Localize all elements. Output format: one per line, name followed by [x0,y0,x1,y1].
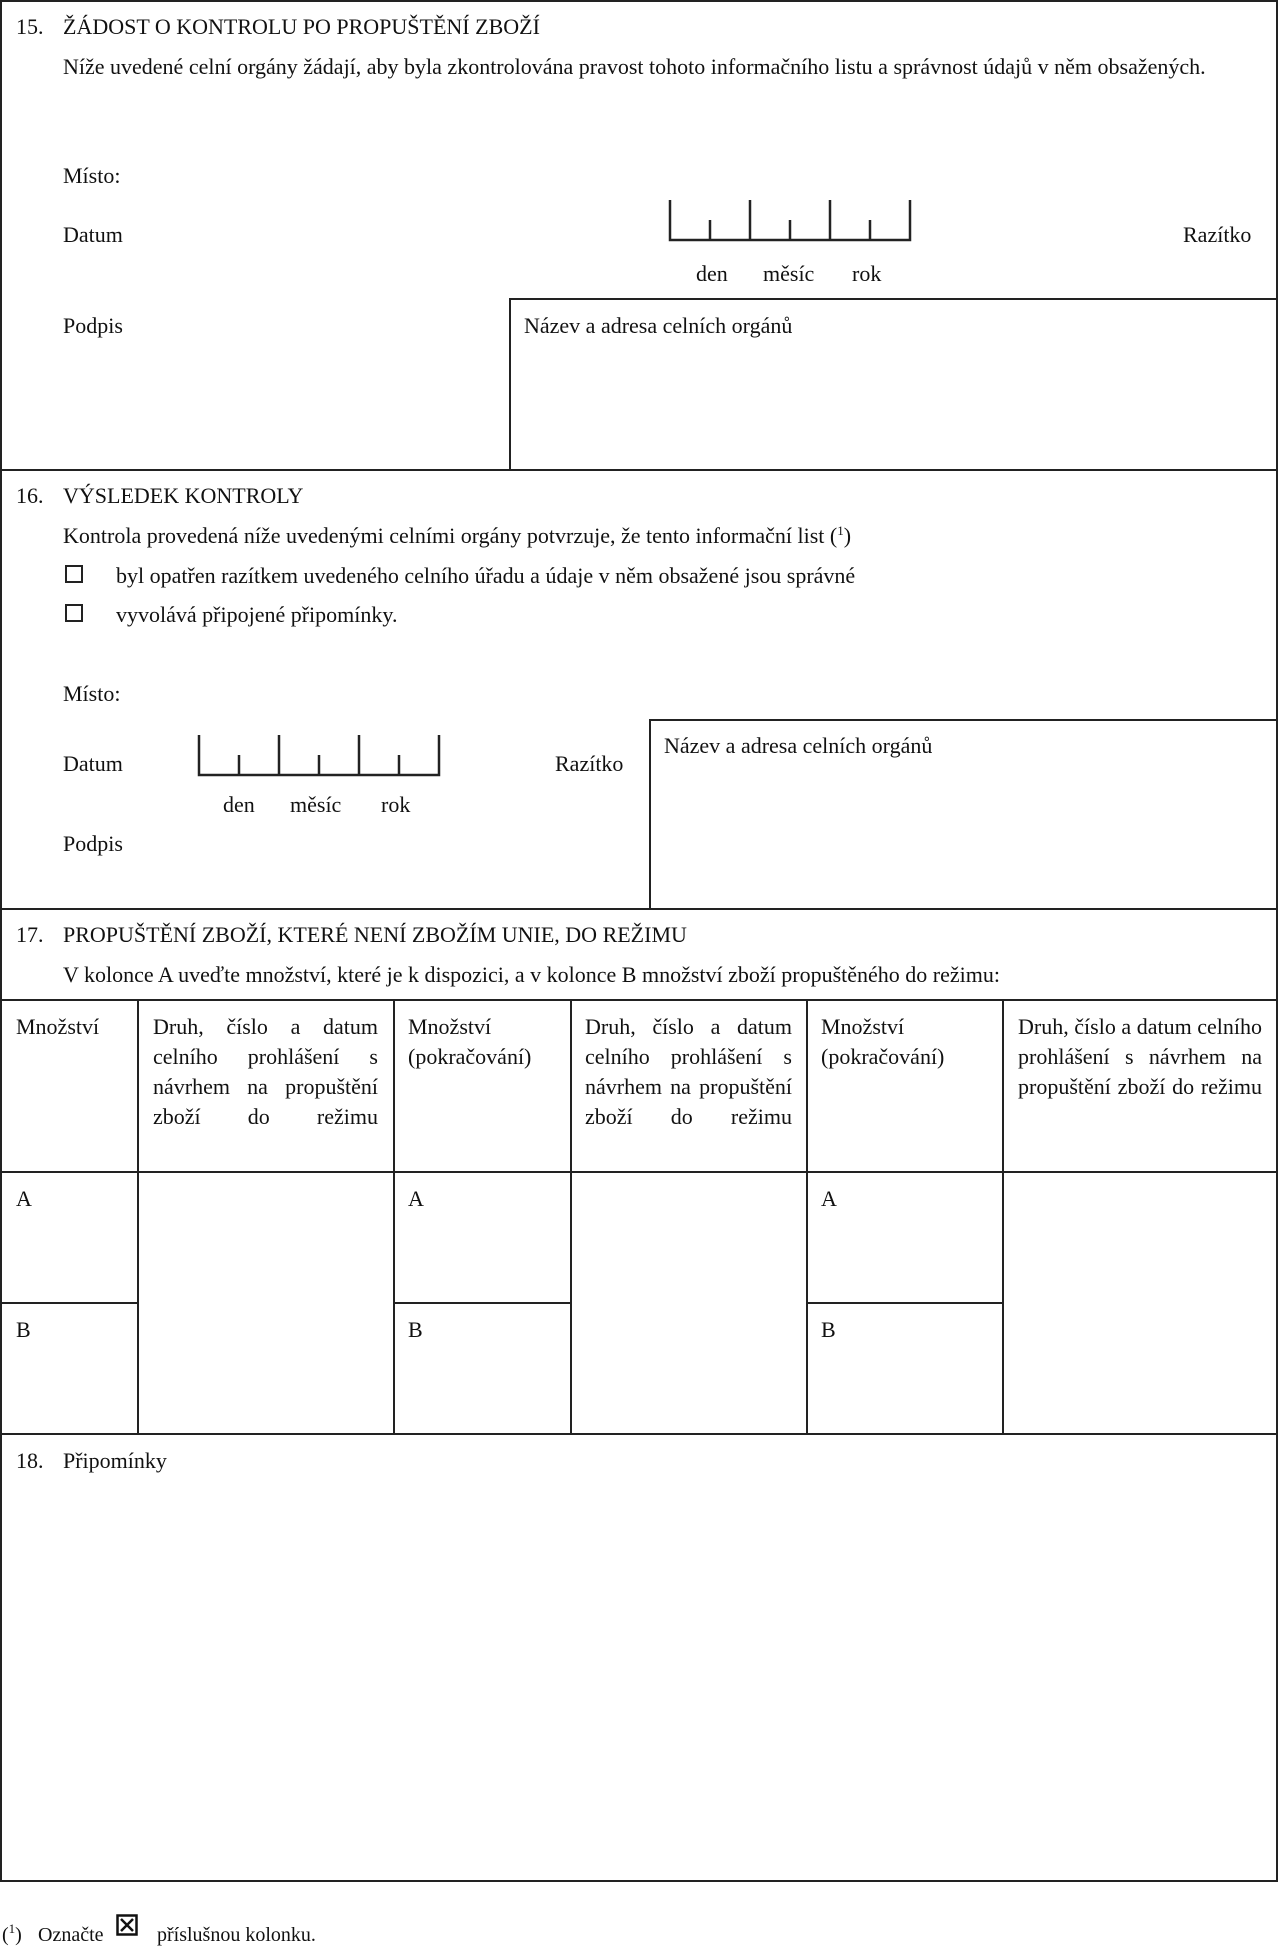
table-17-col-line-4 [806,999,808,1435]
section-15-place-label: Místo: [63,163,121,188]
footnote-text-after: příslušnou kolonku. [157,1924,316,1946]
checked-box-icon [116,1914,138,1936]
footnote-marker-number: 1 [8,1921,16,1936]
table-17-row-a-label-1: A [16,1186,32,1211]
table-17-header-bottom [0,1171,1278,1173]
section-15-date-label: Datum [63,222,123,247]
table-17-col-line-5 [1002,999,1004,1435]
divider-16-17 [0,908,1278,910]
section-16-intro-end: ) [843,523,852,548]
table-17-row-b-label-3: B [821,1317,836,1342]
section-16-year-label: rok [381,792,411,817]
section-17-text: V kolonce A uveďte množství, které je k dispozici, a v kolonce B množství zboží propuštěného do režimu: [63,962,1000,987]
table-17-header-quantity-2: Množství (pokračování) [408,1014,532,1069]
section-16-day-label: den [223,792,255,817]
table-17-row-b-label-2: B [408,1317,423,1342]
frame-left [0,0,2,1882]
section-15-signature-label: Podpis [63,313,123,338]
section-17-number: 17. [16,922,44,947]
section-17-title: PROPUŠTĚNÍ ZBOŽÍ, KTERÉ NENÍ ZBOŽÍM UNIE, DO REŽIMU [63,922,687,947]
section-15-date-ticks [668,199,914,244]
checkbox-confirmed[interactable] [65,565,83,583]
table-17-header-declaration-2: Druh, číslo a datum celního prohlášení s návrhem na propuštění zboží do režimu [585,1014,792,1129]
section-16-date-label: Datum [63,751,123,776]
section-16-authority-box-top [649,719,1278,721]
section-16-authority-box-left [649,719,651,909]
frame-top [0,0,1278,2]
divider-15-16 [0,469,1278,471]
table-17-bottom [0,1433,1278,1435]
option-remarks-label: vyvolává připojené připomínky. [116,602,398,627]
section-15-number: 15. [16,14,44,39]
option-confirmed-label: byl opatřen razítkem uvedeného celního úřadu a údaje v něm obsažené jsou správné [116,563,856,588]
section-18-number: 18. [16,1448,44,1473]
table-17-row-a-bottom-2 [394,1302,571,1304]
footnote [2,1921,104,1948]
table-17-col-line-2 [393,999,395,1435]
section-15-month-label: měsíc [763,261,815,286]
table-17-col-line-3 [570,999,572,1435]
section-15-title: ŽÁDOST O KONTROLU PO PROPUŠTĚNÍ ZBOŽÍ [63,14,540,39]
section-16-signature-label: Podpis [63,831,123,856]
table-17-header-quantity-1: Množství [16,1014,100,1039]
section-15-year-label: rok [852,261,882,286]
section-15-authority-box-left [509,298,511,470]
section-15-authority-box-top [509,298,1278,300]
checkbox-remarks[interactable] [65,604,83,622]
section-15-authority-label: Název a adresa celních orgánů [524,313,793,338]
table-17-row-a-label-2: A [408,1186,424,1211]
frame-bottom [0,1880,1278,1882]
table-17-row-a-label-3: A [821,1186,837,1211]
section-18-title: Připomínky [63,1448,167,1473]
footnote-marker: ($^1$) [2,1921,22,1946]
section-15-stamp-label: Razítko [1183,222,1252,247]
table-17-col-line-1 [137,999,139,1435]
section-16-title: VÝSLEDEK KONTROLY [63,483,304,508]
table-17-row-b-label-1: B [16,1317,31,1342]
section-16-place-label: Místo: [63,681,121,706]
footnote-text-before: Označte [38,1924,104,1946]
table-17-header-quantity-3: Množství (pokračování) [821,1014,945,1069]
table-17-row-a-bottom-1 [0,1302,139,1304]
section-15-text: Níže uvedené celní orgány žádají, aby byla zkontrolována pravost tohoto informačního listu a správnost údajů v něm obsažených. [63,54,1206,79]
section-16-authority-label: Název a adresa celních orgánů [664,733,933,758]
table-17-header-declaration-3: Druh, číslo a datum celního prohlášení s návrhem na propuštění zboží do režimu [1018,1014,1262,1099]
section-15-day-label: den [696,261,728,286]
section-16-stamp-label: Razítko [555,751,624,776]
table-17-row-a-bottom-3 [807,1302,1003,1304]
section-16-number: 16. [16,483,44,508]
section-16-intro [63,521,851,551]
section-16-intro-text: Kontrola provedená níže uvedenými celními orgány potvrzuje, že tento informační list ( [63,523,838,548]
footnote-ref: 1 [837,523,844,538]
table-17-header-declaration-1: Druh, číslo a datum celního prohlášení s návrhem na propuštění zboží do režimu [153,1014,378,1129]
section-16-month-label: měsíc [290,792,342,817]
table-17-top [0,999,1278,1001]
section-16-date-ticks [197,734,443,779]
